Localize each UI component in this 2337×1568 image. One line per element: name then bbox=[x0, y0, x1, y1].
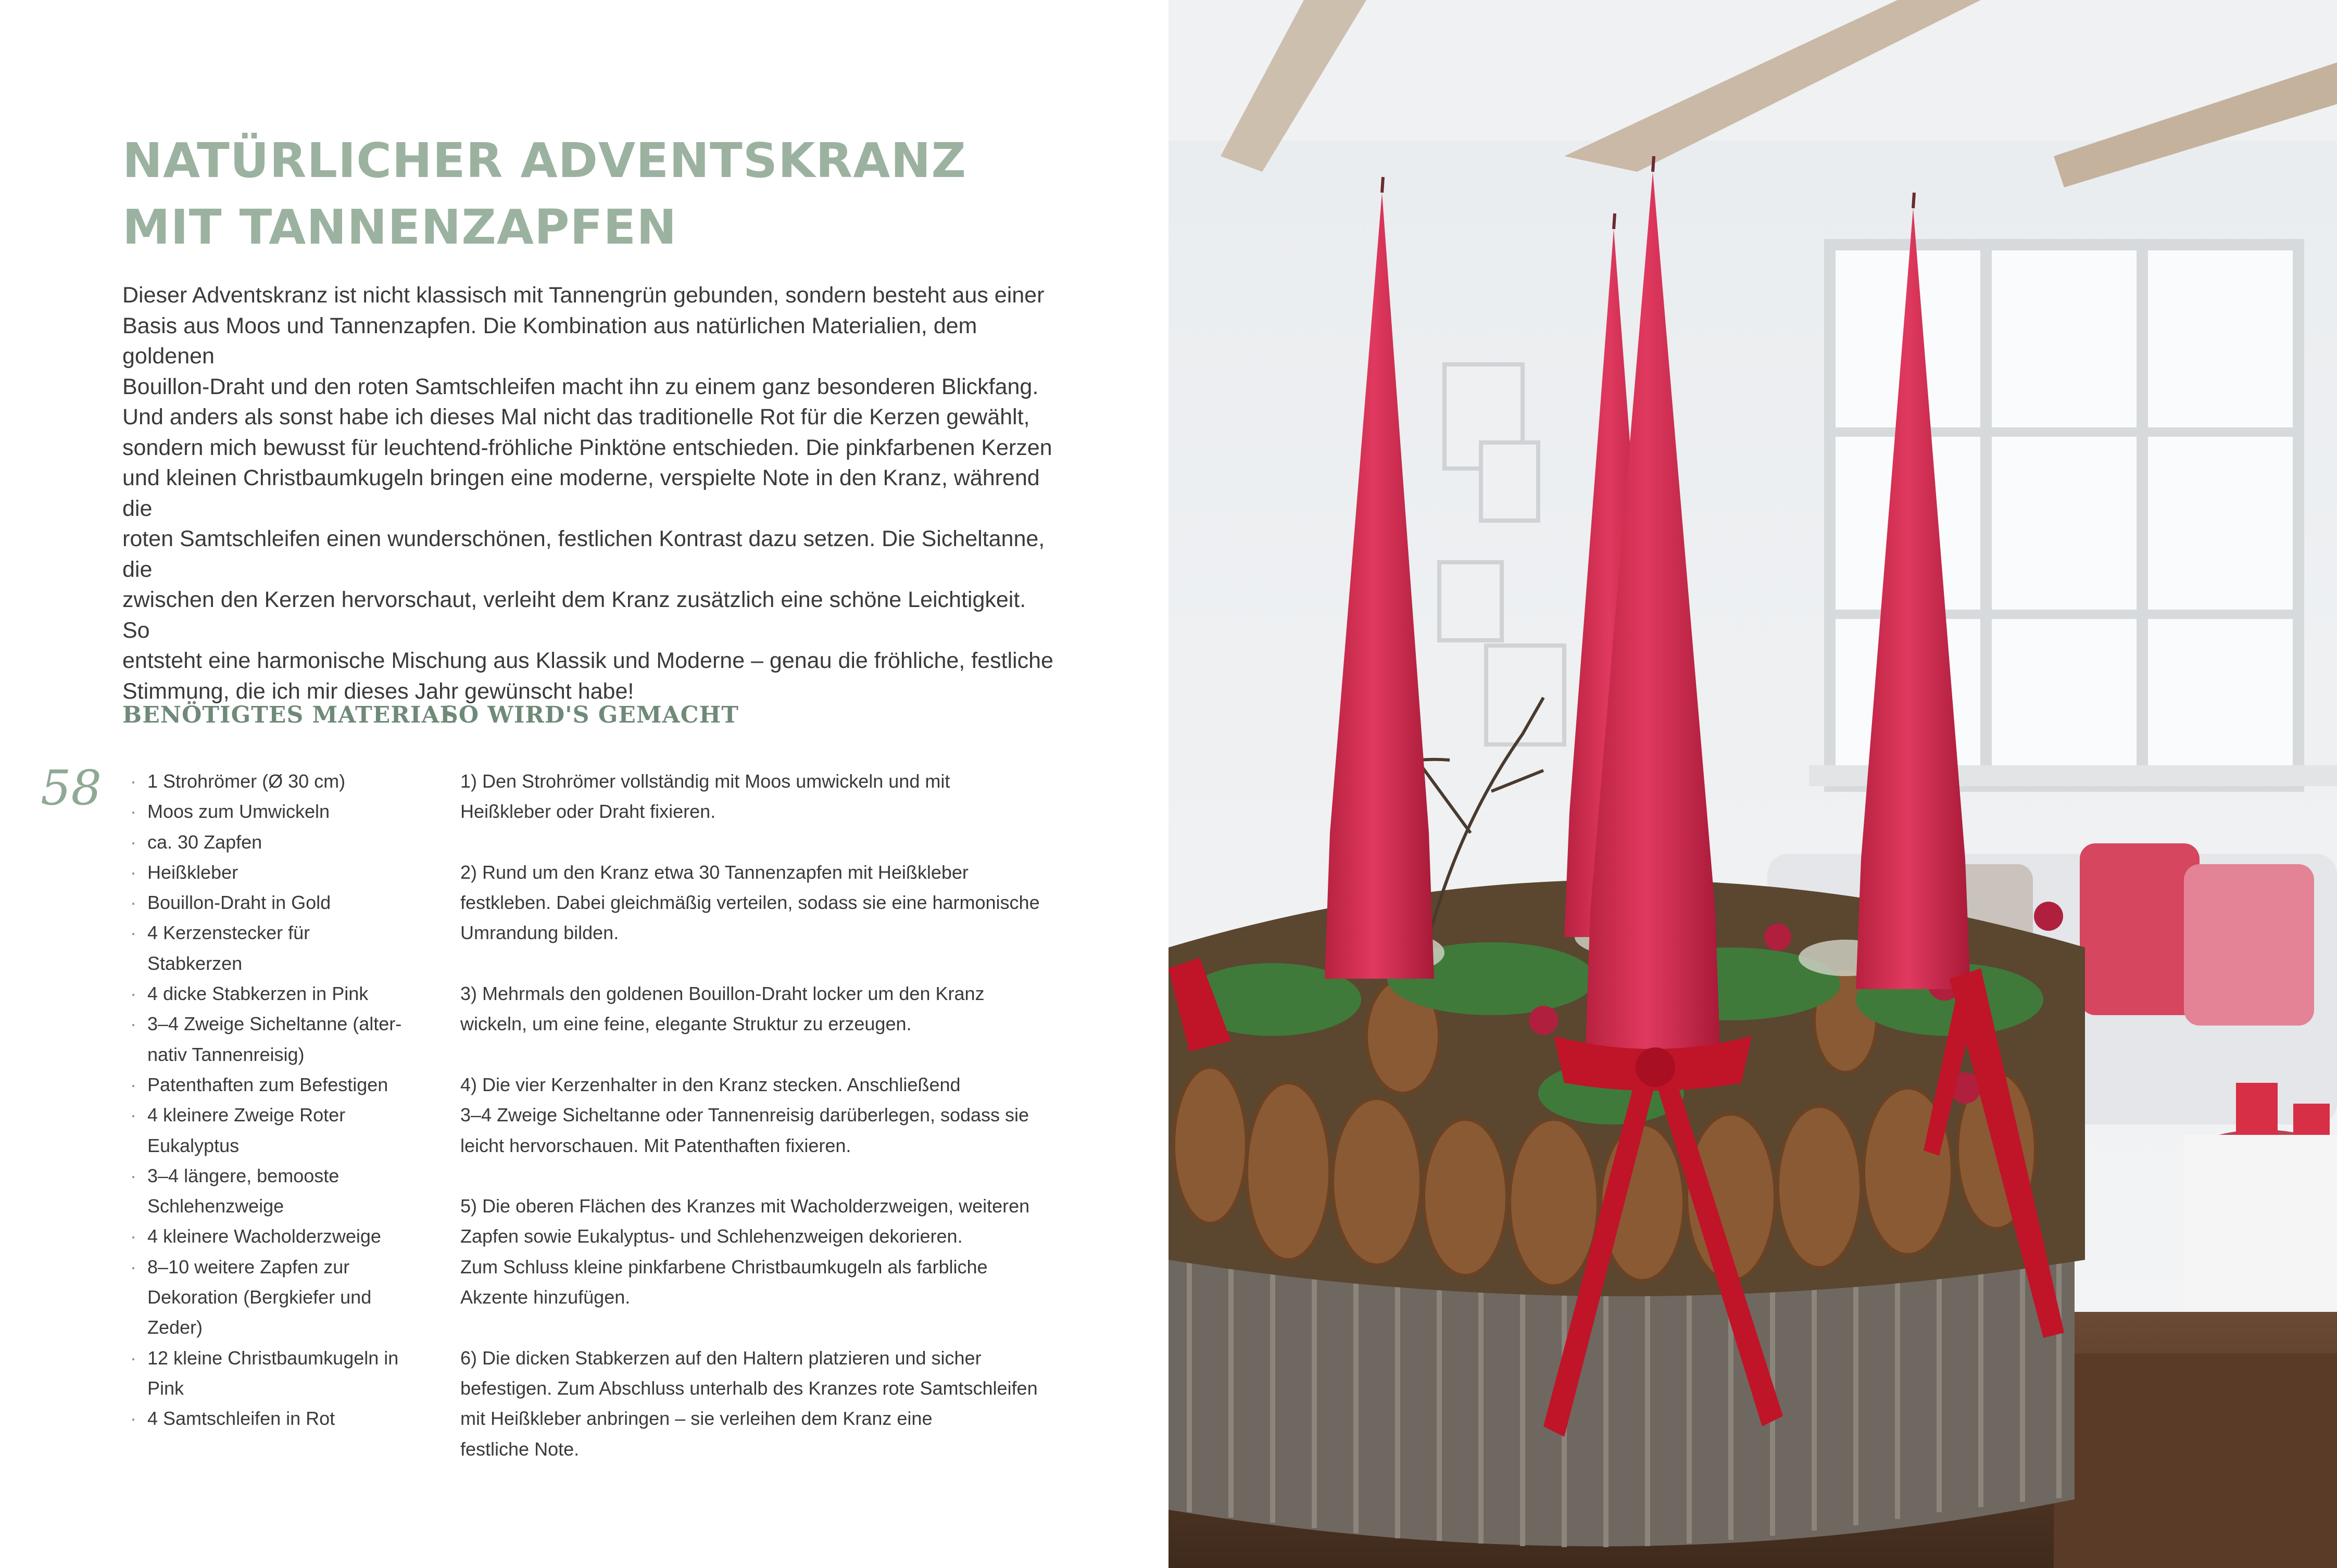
wall-picture bbox=[1439, 562, 1502, 640]
wall-picture bbox=[1481, 442, 1538, 521]
instruction-step: 2) Rund um den Kranz etwa 30 Tannenzapfen mit Heißkleber festkleben. Dabei gleichmäßig verteilen, sodass sie eine harmonische Umrandung bilden. bbox=[460, 861, 1040, 944]
instruction-steps bbox=[460, 766, 1059, 1495]
page-number: 58 bbox=[41, 760, 102, 816]
intro-paragraph bbox=[122, 280, 1054, 706]
intro-line: sondern mich bewusst für leuchtend-fröhliche Pinktöne entschieden. Die pinkfarbenen Kerzen bbox=[122, 435, 1052, 460]
material-item: · 4 Samtschleifen in Rot bbox=[130, 1403, 411, 1434]
instruction-step: 5) Die oberen Flächen des Kranzes mit Wacholderzweigen, weiteren Zapfen sowie Eukalyptus- und Schlehenzweigen dekorieren. Zum Schluss kleine pinkfarbene Christbaumkugeln als farbliche Akzente hinzufügen. bbox=[460, 1195, 1030, 1308]
title-line: MIT TANNENZAPFEN bbox=[122, 199, 677, 255]
left-page bbox=[0, 0, 1168, 1568]
intro-line: entsteht eine harmonische Mischung aus Klassik und Moderne – genau die fröhliche, festliche bbox=[122, 648, 1053, 673]
ribbon-knot bbox=[1636, 1047, 1675, 1087]
instruction-step: 4) Die vier Kerzenhalter in den Kranz stecken. Anschließend 3–4 Zweige Sicheltanne oder Tannenreisig darüberlegen, sodass sie leicht hervorschauen. Mit Patenthaften fixieren. bbox=[460, 1073, 1029, 1156]
material-item: · 4 Kerzenstecker für Stabkerzen bbox=[130, 918, 411, 979]
material-item: · Moos zum Umwickeln bbox=[130, 796, 411, 827]
materials-heading: BENÖTIGTES MATERIAL bbox=[122, 702, 457, 728]
material-item: · 8–10 weitere Zapfen zur Dekoration (Bergkiefer und Zeder) bbox=[130, 1252, 411, 1343]
wreath-photo bbox=[1168, 0, 2337, 1568]
instruction-step: 1) Den Strohrömer vollständig mit Moos umwickeln und mit Heißkleber oder Draht fixieren. bbox=[460, 770, 950, 823]
table-edge bbox=[2054, 1354, 2337, 1568]
material-item: · 3–4 Zweige Sicheltanne (alter- nativ Tannenreisig) bbox=[130, 1009, 411, 1070]
intro-line: Dieser Adventskranz ist nicht klassisch mit Tannengrün gebunden, sondern besteht aus einer bbox=[122, 283, 1045, 308]
intro-line: Und anders als sonst habe ich dieses Mal nicht das traditionelle Rot für die Kerzen gewählt, bbox=[122, 404, 1030, 429]
instruction-step: 3) Mehrmals den goldenen Bouillon-Draht locker um den Kranz wickeln, um eine feine, elegante Struktur zu erzeugen. bbox=[460, 983, 985, 1035]
material-item: · ca. 30 Zapfen bbox=[130, 827, 411, 857]
intro-line: zwischen den Kerzen hervorschaut, verleiht dem Kranz zusätzlich eine schöne Leichtigkeit. So bbox=[122, 587, 1026, 643]
intro-line: roten Samtschleifen einen wunderschönen, festlichen Kontrast dazu setzen. Die Sicheltanne, die bbox=[122, 526, 1045, 582]
material-item: · 3–4 längere, bemooste Schlehenzweige bbox=[130, 1161, 411, 1222]
material-item: · 4 kleinere Zweige Roter Eukalyptus bbox=[130, 1100, 411, 1161]
intro-line: Basis aus Moos und Tannenzapfen. Die Kombination aus natürlichen Materialien, dem goldenen bbox=[122, 313, 977, 369]
intro-line: Bouillon-Draht und den roten Samtschleifen macht ihn zu einem ganz besonderen Blickfang. bbox=[122, 374, 1039, 399]
material-item: · Heißkleber bbox=[130, 857, 411, 888]
material-item: · 4 kleinere Wacholderzweige bbox=[130, 1221, 411, 1251]
material-item: · 1 Strohrömer (Ø 30 cm) bbox=[130, 766, 411, 796]
cushion bbox=[2184, 864, 2314, 1026]
instructions-heading: SO WIRD'S GEMACHT bbox=[442, 702, 739, 728]
instruction-step: 6) Die dicken Stabkerzen auf den Haltern platzieren und sicher befestigen. Zum Abschluss unterhalb des Kranzes rote Samtschleifen mit Heißkleber anbringen – sie verleihen dem Kranz eine festliche Note. bbox=[460, 1347, 1038, 1460]
material-item: · 4 dicke Stabkerzen in Pink bbox=[130, 979, 411, 1009]
material-item: · Bouillon-Draht in Gold bbox=[130, 888, 411, 918]
title-line: NATÜRLICHER ADVENTSKRANZ bbox=[122, 133, 967, 188]
intro-line: Stimmung, die ich mir dieses Jahr gewünscht habe! bbox=[122, 678, 634, 704]
materials-list bbox=[130, 766, 411, 1434]
cushion bbox=[2080, 843, 2200, 1015]
intro-line: und kleinen Christbaumkugeln bringen eine moderne, verspielte Note in den Kranz, während die bbox=[122, 465, 1040, 521]
page-title bbox=[122, 128, 1060, 261]
background-candle bbox=[2236, 1083, 2278, 1140]
material-item: · 12 kleine Christbaumkugeln in Pink bbox=[130, 1343, 411, 1404]
material-item: · Patenthaften zum Befestigen bbox=[130, 1070, 411, 1100]
photo-illustration bbox=[1168, 0, 2337, 1568]
